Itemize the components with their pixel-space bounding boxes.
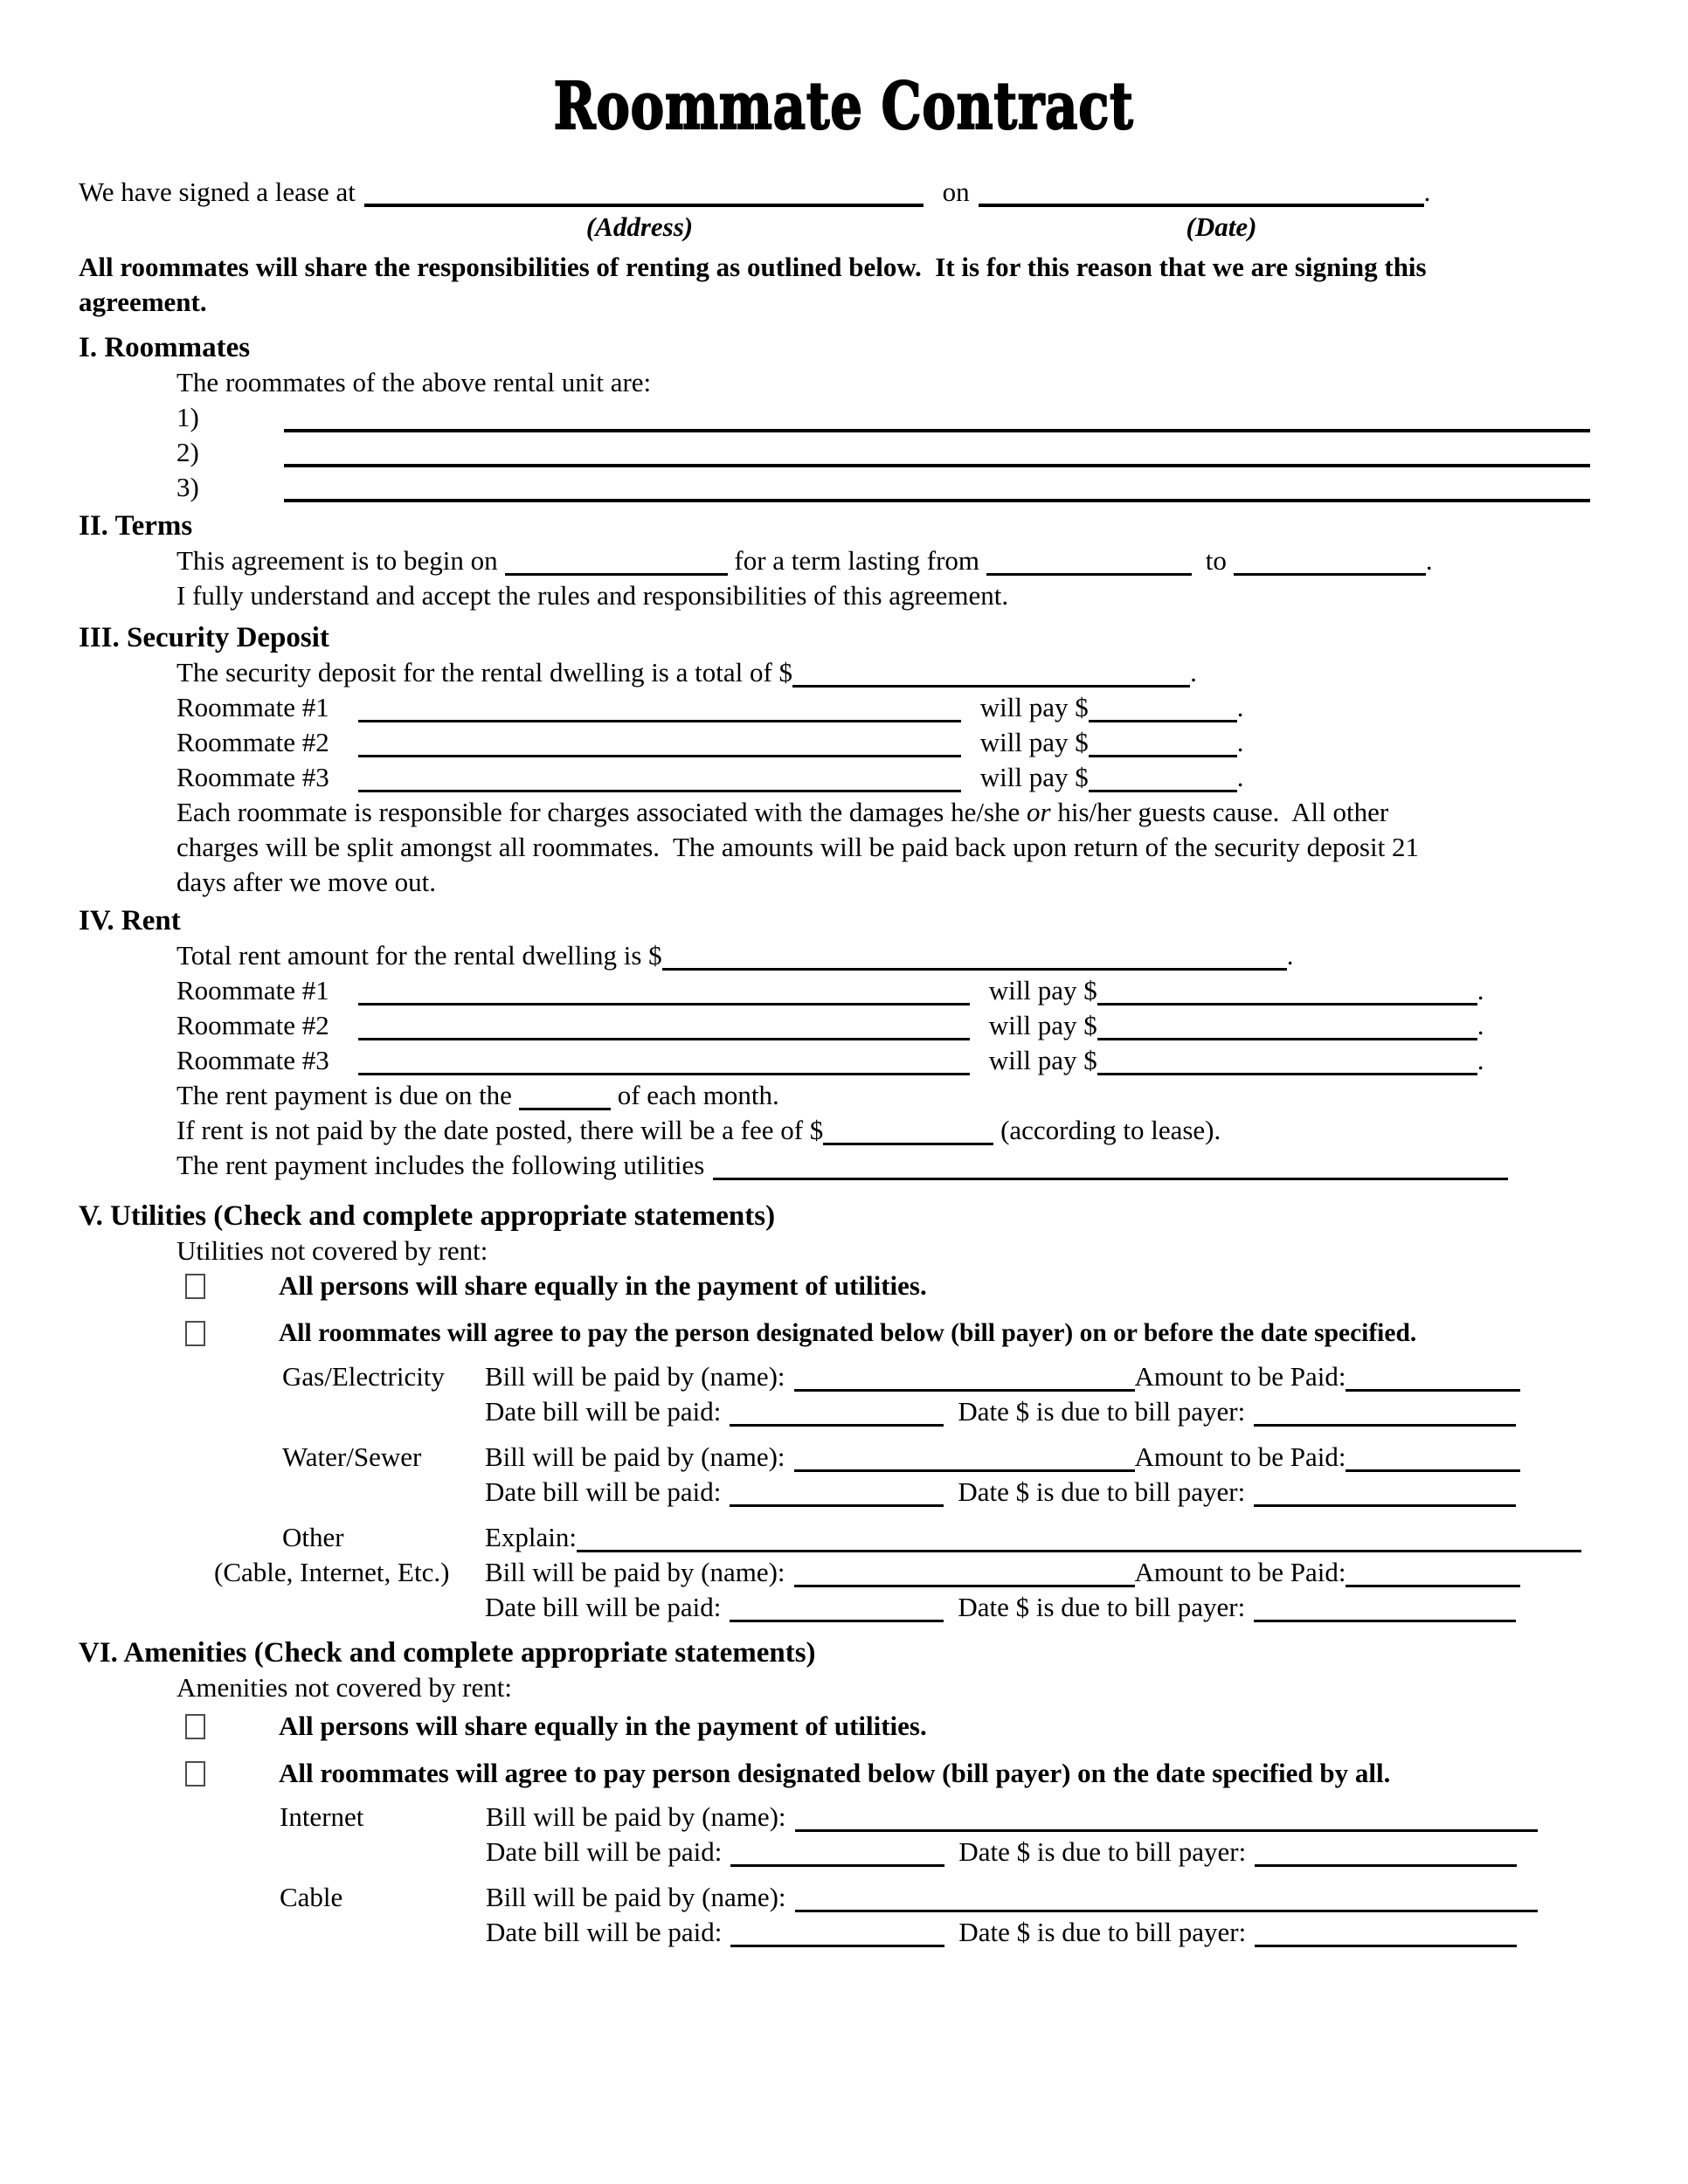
cable-date-due-label: Date $ is due to bill payer:: [958, 1917, 1247, 1947]
deposit-roommate-1-name-blank[interactable]: [358, 694, 961, 722]
other-label: Other: [282, 1522, 344, 1552]
deposit-will-pay-1: will pay $: [979, 692, 1089, 722]
rent-will-pay-2: will pay $: [988, 1010, 1097, 1040]
amenities-share-equally-row: [185, 1709, 1609, 1744]
water-bill-by-label: Bill will be paid by (name):: [485, 1441, 785, 1472]
cable-bill-payer-blank[interactable]: [795, 1883, 1538, 1912]
deposit-will-pay-3: will pay $: [979, 762, 1089, 792]
other-explain-blank[interactable]: [577, 1524, 1581, 1552]
deposit-total-sentence: [176, 655, 1609, 690]
agreement-line-2: agreement.: [79, 287, 207, 317]
utilities-share-equally-checkbox[interactable]: [185, 1274, 205, 1299]
gas-amount-blank[interactable]: [1346, 1363, 1520, 1392]
rent-row-3-period: .: [1477, 1045, 1484, 1075]
water-amount-label: Amount to be Paid:: [1134, 1441, 1346, 1472]
rent-roommate-row-3: [176, 1043, 1609, 1078]
other-bill-payer-blank[interactable]: [794, 1559, 1135, 1587]
other-date-paid-label: Date bill will be paid:: [485, 1592, 722, 1622]
deposit-roommate-1-label: Roommate #1: [176, 692, 329, 722]
gas-bill-payer-blank[interactable]: [794, 1363, 1135, 1392]
roommate-list-row-3: [176, 470, 1609, 505]
deposit-roommate-3-label: Roommate #3: [176, 762, 329, 792]
cable-block: [280, 1880, 1609, 1950]
section-heading-roommates: I. Roommates: [79, 332, 251, 363]
other-amount-label: Amount to be Paid:: [1134, 1557, 1346, 1587]
page-title: Roommate Contract: [554, 69, 1134, 144]
roommate-2-name-line[interactable]: [284, 438, 1590, 467]
section-heading-terms: II. Terms: [79, 510, 193, 542]
utilities-bill-payer-checkbox[interactable]: [185, 1321, 205, 1346]
rent-roommate-1-amount-blank[interactable]: [1097, 977, 1477, 1006]
other-utility-block: [214, 1520, 1609, 1625]
deposit-total-period: .: [1190, 657, 1197, 688]
gas-amount-label: Amount to be Paid:: [1134, 1361, 1346, 1392]
rent-roommate-3-name-blank[interactable]: [358, 1047, 970, 1075]
other-date-due-label: Date $ is due to bill payer:: [958, 1592, 1246, 1622]
amenities-bill-payer-row: [185, 1756, 1609, 1791]
gas-bill-by-label: Bill will be paid by (name):: [485, 1361, 785, 1392]
gas-date-due-blank[interactable]: [1254, 1398, 1516, 1427]
other-date-paid-blank[interactable]: [730, 1593, 944, 1622]
lease-prefix: We have signed a lease at: [79, 176, 356, 207]
rent-fee-prefix: If rent is not paid by the date posted, there will be a fee of $: [176, 1115, 824, 1145]
rent-total-period: .: [1286, 940, 1294, 971]
rent-will-pay-3: will pay $: [988, 1045, 1097, 1075]
other-amount-blank[interactable]: [1346, 1559, 1520, 1587]
deposit-total-prefix: The security deposit for the rental dwelling is a total of $: [176, 657, 793, 688]
water-date-paid-label: Date bill will be paid:: [485, 1476, 722, 1507]
deposit-row-3-period: .: [1236, 762, 1244, 792]
lease-period: .: [1423, 176, 1431, 207]
rent-due-prefix: The rent payment is due on the: [176, 1080, 512, 1110]
internet-bill-by-label: Bill will be paid by (name):: [486, 1801, 786, 1832]
damages-or-word: or: [1027, 797, 1051, 827]
deposit-row-2-period: .: [1236, 727, 1244, 757]
roommate-list-row-1: [176, 400, 1609, 435]
amenities-intro-text: Amenities not covered by rent:: [176, 1672, 512, 1703]
rent-utilities-included-blank[interactable]: [713, 1151, 1508, 1180]
utilities-intro: [176, 1234, 1609, 1268]
gas-electricity-label: Gas/Electricity: [282, 1361, 445, 1392]
date-caption: (Date): [1186, 211, 1257, 242]
roommate-1-name-line[interactable]: [284, 403, 1590, 432]
rent-roommate-2-amount-blank[interactable]: [1097, 1012, 1477, 1040]
term-begin-date-blank[interactable]: [505, 547, 728, 576]
rent-includes-prefix: The rent payment includes the following utilities: [176, 1150, 705, 1180]
internet-block: [280, 1800, 1609, 1870]
rent-fee-sentence: [176, 1113, 1609, 1148]
damages-line-3: days after we move out.: [176, 867, 436, 897]
rent-due-suffix: of each month.: [617, 1080, 779, 1110]
cable-date-paid-blank[interactable]: [730, 1918, 944, 1947]
water-date-due-blank[interactable]: [1254, 1478, 1516, 1507]
rent-late-fee-blank[interactable]: [823, 1116, 993, 1145]
roommates-intro: [176, 365, 1609, 400]
internet-date-due-blank[interactable]: [1255, 1838, 1517, 1867]
water-sewer-label: Water/Sewer: [282, 1441, 422, 1472]
deposit-damages-paragraph: [79, 795, 1609, 900]
roommate-3-number: 3): [176, 472, 199, 502]
amenities-intro: [176, 1670, 1609, 1705]
water-sewer-block: [282, 1440, 1609, 1510]
terms-period: .: [1425, 545, 1433, 576]
deposit-roommate-2-amount-blank[interactable]: [1089, 729, 1237, 757]
damages-line-1b: his/her guests cause. All other: [1057, 797, 1389, 827]
damages-line-1a: Each roommate is responsible for charges associated with the damages he/she: [176, 797, 1020, 827]
other-date-due-blank[interactable]: [1254, 1593, 1516, 1622]
rent-roommate-row-1: [176, 973, 1609, 1008]
date-blank[interactable]: [979, 177, 1424, 207]
rent-roommate-2-name-blank[interactable]: [358, 1012, 970, 1040]
internet-date-paid-label: Date bill will be paid:: [486, 1836, 723, 1867]
section-heading-rent: IV. Rent: [79, 905, 181, 936]
water-bill-payer-blank[interactable]: [794, 1443, 1135, 1472]
gas-date-paid-blank[interactable]: [730, 1398, 944, 1427]
deposit-roommate-3-name-blank[interactable]: [358, 764, 961, 792]
section-heading-amenities: VI. Amenities (Check and complete appropriate statements): [79, 1637, 816, 1669]
cable-date-paid-label: Date bill will be paid:: [486, 1917, 723, 1947]
agreement-line-1: All roommates will share the responsibilities of renting as outlined below. It is for this reason that we are signing this: [79, 252, 1427, 282]
internet-date-due-label: Date $ is due to bill payer:: [958, 1836, 1247, 1867]
gas-electricity-block: [282, 1359, 1609, 1429]
water-date-paid-blank[interactable]: [730, 1478, 944, 1507]
rent-row-2-period: .: [1477, 1010, 1484, 1040]
deposit-row-1-period: .: [1236, 692, 1244, 722]
amenities-share-equally-checkbox[interactable]: [185, 1714, 205, 1739]
roommate-1-number: 1): [176, 402, 199, 432]
section-heading-utilities: V. Utilities (Check and complete appropriate statements): [79, 1200, 776, 1232]
lease-captions: [79, 210, 1609, 250]
address-blank[interactable]: [364, 177, 924, 207]
term-from-blank[interactable]: [986, 547, 1192, 576]
water-amount-blank[interactable]: [1346, 1443, 1520, 1472]
address-caption: (Address): [585, 211, 694, 242]
terms-lasting-mid: for a term lasting from: [734, 545, 980, 576]
amenities-bill-payer-checkbox[interactable]: [185, 1761, 205, 1787]
terms-understand-text: I fully understand and accept the rules and responsibilities of this agreement.: [176, 580, 1009, 611]
utilities-intro-text: Utilities not covered by rent:: [176, 1235, 488, 1266]
term-to-blank[interactable]: [1234, 547, 1426, 576]
section-heading-security-deposit: III. Security Deposit: [79, 622, 329, 653]
roommates-intro-text: The roommates of the above rental unit are:: [176, 367, 652, 397]
other-explain-label: Explain:: [485, 1522, 578, 1552]
roommate-list-row-2: [176, 435, 1609, 470]
roommate-3-name-line[interactable]: [284, 473, 1590, 502]
rent-total-sentence: [176, 938, 1609, 973]
internet-label: Internet: [280, 1801, 364, 1832]
rent-roommate-3-label: Roommate #3: [176, 1045, 329, 1075]
title-row: [79, 68, 1609, 149]
rent-row-1-period: .: [1477, 975, 1484, 1006]
rent-due-day-blank[interactable]: [519, 1082, 611, 1110]
gas-date-due-label: Date $ is due to bill payer:: [958, 1396, 1246, 1427]
rent-total-blank[interactable]: [662, 942, 1287, 971]
rent-roommate-row-2: [176, 1008, 1609, 1043]
cable-bill-by-label: Bill will be paid by (name):: [486, 1882, 786, 1912]
deposit-roommate-2-label: Roommate #2: [176, 727, 329, 757]
deposit-roommate-3-amount-blank[interactable]: [1089, 764, 1237, 792]
rent-roommate-2-label: Roommate #2: [176, 1010, 329, 1040]
rent-roommate-1-label: Roommate #1: [176, 975, 329, 1006]
gas-date-paid-label: Date bill will be paid:: [485, 1396, 722, 1427]
utilities-share-equally-row: [185, 1268, 1609, 1303]
terms-understand: [176, 578, 1609, 613]
amenities-check1-label: All persons will share equally in the payment of utilities.: [279, 1711, 927, 1741]
utilities-check1-label: All persons will share equally in the payment of utilities.: [279, 1270, 927, 1301]
deposit-roommate-row-3: [176, 760, 1609, 795]
internet-bill-payer-blank[interactable]: [795, 1803, 1538, 1832]
deposit-roommate-row-2: [176, 725, 1609, 760]
terms-begin-prefix: This agreement is to begin on: [176, 545, 498, 576]
utilities-check2-label: All roommates will agree to pay the person designated below (bill payer) on or before the date specified.: [279, 1319, 1417, 1347]
damages-line-2: charges will be split amongst all roommates. The amounts will be paid back upon return of the security deposit 21: [176, 832, 1419, 862]
amenities-check2-label: All roommates will agree to pay person designated below (bill payer) on the date specified by all.: [279, 1758, 1391, 1788]
deposit-roommate-1-amount-blank[interactable]: [1089, 694, 1237, 722]
rent-roommate-3-amount-blank[interactable]: [1097, 1047, 1477, 1075]
agreement-paragraph: [79, 250, 1609, 320]
deposit-will-pay-2: will pay $: [979, 727, 1089, 757]
cable-label: Cable: [280, 1882, 343, 1912]
terms-sentence: [176, 543, 1609, 578]
terms-to-word: to: [1205, 545, 1227, 576]
other-bill-by-label: Bill will be paid by (name):: [485, 1557, 785, 1587]
rent-due-sentence: [176, 1078, 1609, 1113]
rent-includes-sentence: [176, 1148, 1609, 1183]
internet-date-paid-blank[interactable]: [730, 1838, 944, 1867]
deposit-total-blank[interactable]: [792, 659, 1190, 688]
other-sublabel: (Cable, Internet, Etc.): [214, 1557, 450, 1587]
utilities-bill-payer-row: [185, 1316, 1609, 1351]
lease-on-word: on: [942, 176, 970, 207]
deposit-roommate-2-name-blank[interactable]: [358, 729, 961, 757]
roommate-2-number: 2): [176, 437, 199, 467]
cable-date-due-blank[interactable]: [1255, 1918, 1517, 1947]
water-date-due-label: Date $ is due to bill payer:: [958, 1476, 1246, 1507]
rent-fee-suffix: (according to lease).: [1000, 1115, 1221, 1145]
rent-total-prefix: Total rent amount for the rental dwelling is $: [176, 940, 662, 971]
rent-roommate-1-name-blank[interactable]: [358, 977, 970, 1006]
lease-sentence: [79, 175, 1609, 210]
rent-will-pay-1: will pay $: [988, 975, 1097, 1006]
deposit-roommate-row-1: [176, 690, 1609, 725]
